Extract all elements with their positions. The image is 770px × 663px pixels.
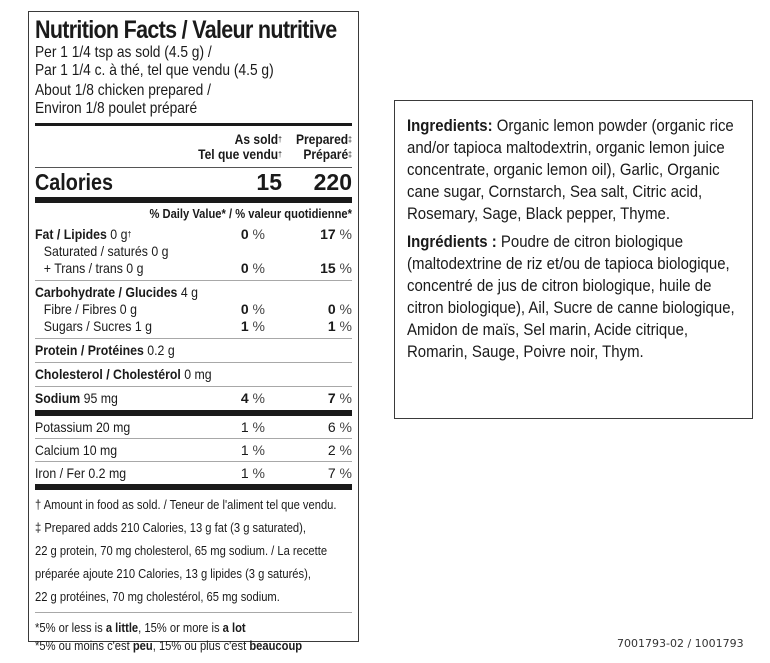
prepared-serving-en: About 1/8 chicken prepared / [35,82,211,99]
saturated-row: Saturated / saturés 0 g [43,243,169,259]
nutrition-facts-panel [28,11,359,653]
ingredients-fr [407,231,746,363]
as-sold-header: As sold† Tel que vendu† [198,131,282,162]
ingredients-en [407,115,746,225]
dv-note-fr: *5% ou moins c'est peu, 15% ou plus c'est beaucoup [35,638,303,653]
nutrition-title: Nutrition Facts / Valeur nutritive [35,16,337,44]
footnote-prepared-4: 22 g protéines, 70 mg cholestérol, 65 mg sodium. [35,589,280,604]
footnote-prepared-1: ‡ Prepared adds 210 Calories, 13 g fat (3 g saturated), [35,520,306,535]
serving-size-en: Per 1 1/4 tsp as sold (4.5 g) / [35,44,212,61]
ingredients-en-text: Organic lemon powder (organic rice and/or tapioca maltodextrin, organic lemon juice concentrate, organic lemon oil), Garlic, Organic cane sugar, Cornstarch, Sea salt, Citric acid, Rosemary, Sage, Black pepper, Thyme. [407,116,734,223]
calories-as-sold: 15 [256,169,282,195]
prepared-serving-fr: Environ 1/8 poulet préparé [35,100,198,117]
ingredients-fr-label: Ingrédients : [407,232,497,251]
cholesterol-row: Cholesterol / Cholestérol 0 mg [35,366,212,382]
footnotes [35,490,352,607]
calories-row [35,168,352,197]
ingredients-panel [394,100,753,419]
sodium-row: Sodium 95 mg 4 % 7 % [35,390,352,406]
prepared-header: Prepared‡ Préparé‡ [295,131,352,162]
dv-note-en: *5% or less is a little, 15% or more is a lot [35,620,246,635]
footnote-prepared-3: préparée ajoute 210 Calories, 13 g lipides (3 g saturés), [35,566,311,581]
footnote-as-sold: † Amount in food as sold. / Teneur de l'aliment tel que vendu. [35,497,337,512]
daily-value-header: % Daily Value* / % valeur quotidienne* [149,206,352,221]
fibre-row: Fibre / Fibres 0 g 0 % 0 % [43,301,352,317]
column-headers [35,126,352,167]
protein-row: Protein / Protéines 0.2 g [35,342,175,358]
sugars-row: Sugars / Sucres 1 g 1 % 1 % [43,318,352,334]
ingredients-fr-text: Poudre de citron biologique (maltodextrine de riz et/ou de tapioca biologique, concentré de jus de citron biologique, huile de citron biologique), Ail, Sucre de canne biologique, Amidon de maïs, Sel marin, Acide citrique, Romarin, Sauge, Poivre noir, Thym. [407,232,735,361]
potassium-row: Potassium 20 mg 1 % 6 % [35,419,352,435]
calcium-row: Calcium 10 mg 1 % 2 % [35,442,352,458]
calories-label: Calories [35,169,114,195]
ingredients-en-label: Ingredients: [407,116,493,135]
calories-prepared: 220 [313,169,352,195]
fat-row: Fat / Lipides 0 g† 0 % 17 % [35,226,352,242]
trans-row: + Trans / trans 0 g 0 % 15 % [43,260,352,276]
iron-row: Iron / Fer 0.2 mg 1 % 7 % [35,465,352,481]
serving-size-fr: Par 1 1/4 c. à thé, tel que vendu (4.5 g) [35,62,274,79]
footnote-prepared-2: 22 g protein, 70 mg cholesterol, 65 mg sodium. / La recette [35,543,328,558]
carbohydrate-row: Carbohydrate / Glucides 4 g [35,284,198,300]
product-code: 7001793-02 / 1001793 [617,637,744,650]
